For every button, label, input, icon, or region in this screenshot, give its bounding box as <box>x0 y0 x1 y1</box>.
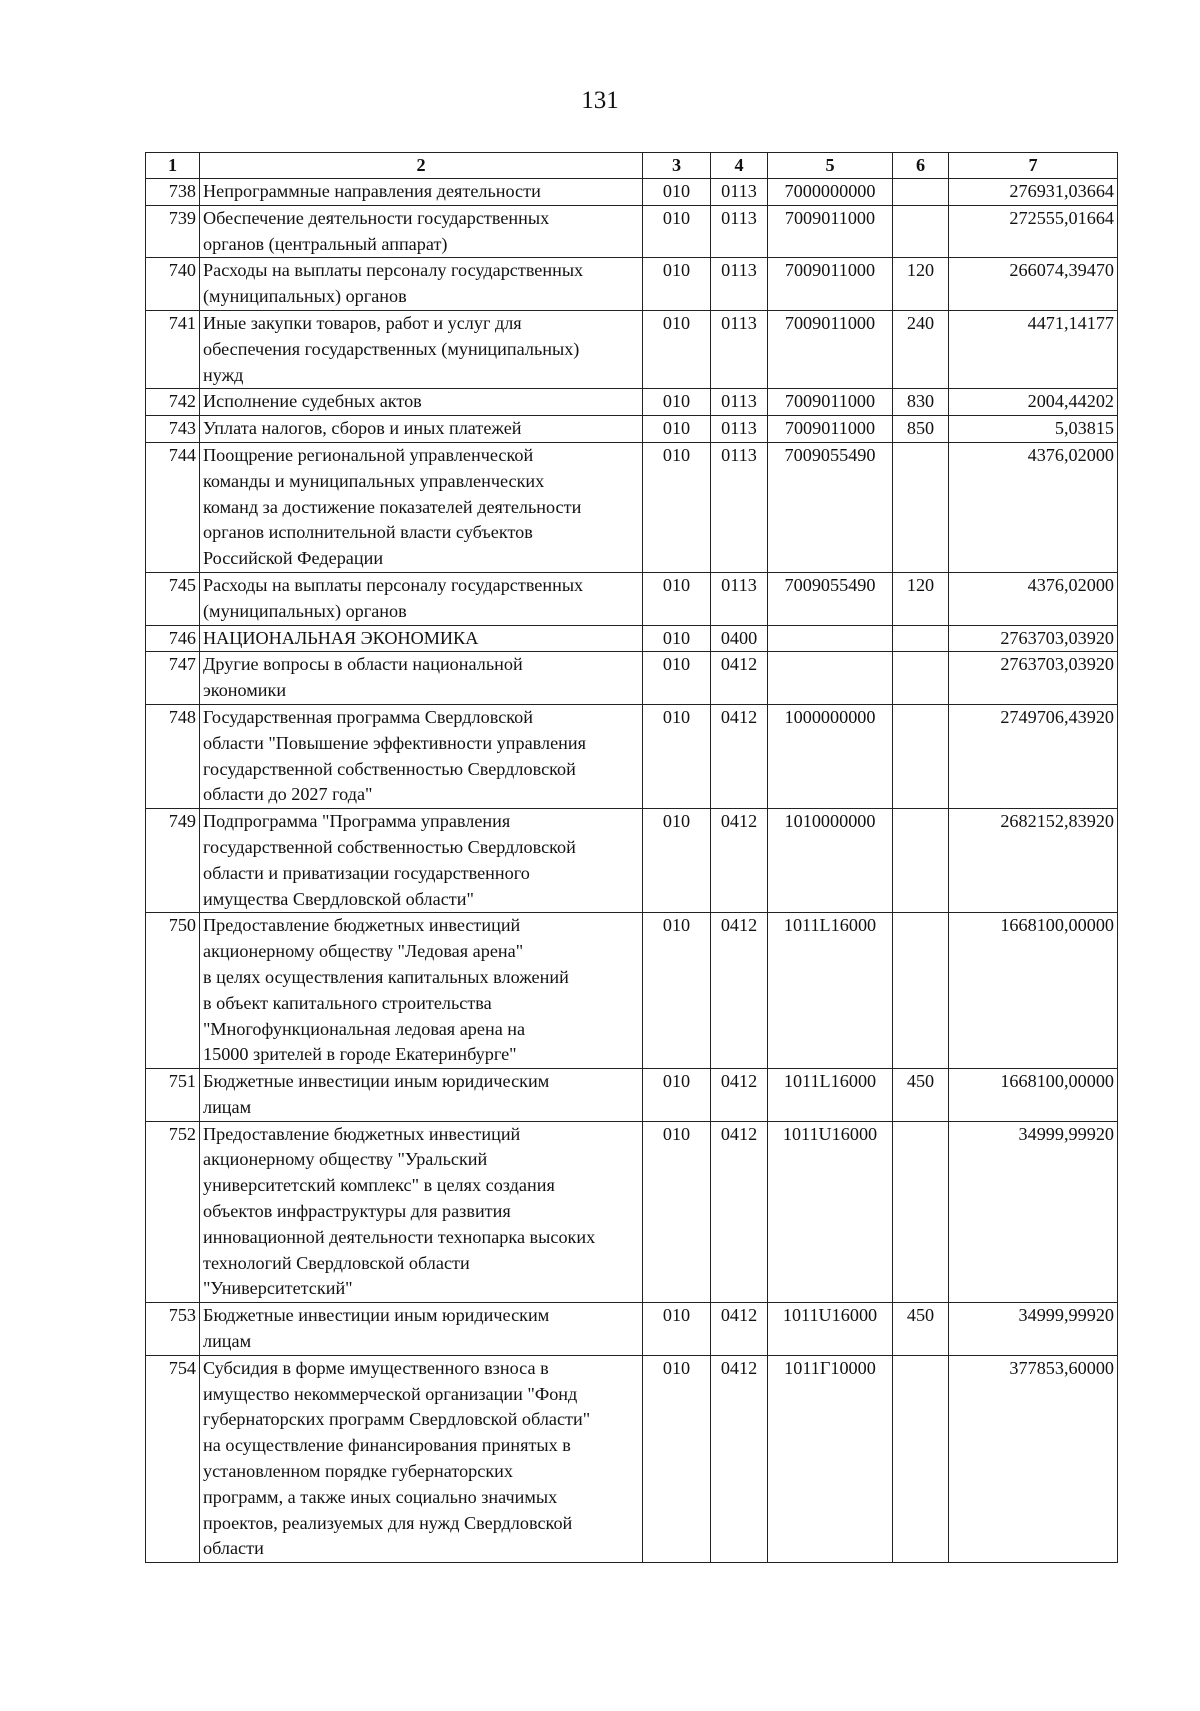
row-target-code: 1011L16000 <box>768 1069 893 1122</box>
row-amount: 34999,99920 <box>949 1303 1118 1356</box>
row-expense-type <box>893 809 949 913</box>
column-header: 4 <box>711 153 768 179</box>
row-section-code: 0113 <box>711 572 768 625</box>
row-target-code: 7009011000 <box>768 310 893 388</box>
row-target-code: 7009011000 <box>768 258 893 311</box>
row-expense-type <box>893 913 949 1069</box>
row-target-code <box>768 625 893 652</box>
row-number: 742 <box>146 389 200 416</box>
row-number: 752 <box>146 1121 200 1303</box>
row-ministry-code: 010 <box>643 809 711 913</box>
row-expense-type: 120 <box>893 258 949 311</box>
row-name: Иные закупки товаров, работ и услуг для обеспечения государственных (муниципальных) нужд <box>200 310 643 388</box>
row-section-code: 0113 <box>711 205 768 258</box>
row-section-code: 0412 <box>711 809 768 913</box>
table-row <box>146 258 1118 311</box>
row-ministry-code: 010 <box>643 205 711 258</box>
row-section-code: 0412 <box>711 1303 768 1356</box>
column-header: 5 <box>768 153 893 179</box>
row-amount: 377853,60000 <box>949 1355 1118 1562</box>
row-name: Бюджетные инвестиции иным юридическим лицам <box>200 1069 643 1122</box>
table-row <box>146 389 1118 416</box>
row-amount: 2004,44202 <box>949 389 1118 416</box>
row-section-code: 0113 <box>711 310 768 388</box>
row-number: 738 <box>146 179 200 206</box>
table-row <box>146 1069 1118 1122</box>
table-row <box>146 205 1118 258</box>
row-target-code: 1000000000 <box>768 704 893 808</box>
row-section-code: 0412 <box>711 704 768 808</box>
row-target-code: 1011L16000 <box>768 913 893 1069</box>
row-ministry-code: 010 <box>643 416 711 443</box>
row-number: 741 <box>146 310 200 388</box>
row-amount: 4471,14177 <box>949 310 1118 388</box>
table-row <box>146 572 1118 625</box>
row-section-code: 0412 <box>711 1355 768 1562</box>
row-expense-type: 450 <box>893 1069 949 1122</box>
row-ministry-code: 010 <box>643 258 711 311</box>
row-ministry-code: 010 <box>643 572 711 625</box>
row-expense-type: 450 <box>893 1303 949 1356</box>
row-name: Расходы на выплаты персоналу государственных (муниципальных) органов <box>200 572 643 625</box>
row-name: Поощрение региональной управленческой команды и муниципальных управленческих команд за достижение показателей деятельности органов исполнительной власти субъектов Российской Федерации <box>200 442 643 572</box>
row-section-code: 0113 <box>711 179 768 206</box>
table-row <box>146 442 1118 572</box>
row-expense-type: 120 <box>893 572 949 625</box>
row-target-code: 1011U16000 <box>768 1303 893 1356</box>
row-amount: 5,03815 <box>949 416 1118 443</box>
table-row <box>146 179 1118 206</box>
row-ministry-code: 010 <box>643 704 711 808</box>
row-number: 743 <box>146 416 200 443</box>
row-number: 751 <box>146 1069 200 1122</box>
row-name: Подпрограмма "Программа управления государственной собственностью Свердловской области и приватизации государственного имущества Свердловской области" <box>200 809 643 913</box>
row-ministry-code: 010 <box>643 389 711 416</box>
row-target-code: 7009011000 <box>768 389 893 416</box>
row-number: 744 <box>146 442 200 572</box>
row-ministry-code: 010 <box>643 1121 711 1303</box>
column-header: 1 <box>146 153 200 179</box>
table-row <box>146 809 1118 913</box>
column-header: 6 <box>893 153 949 179</box>
page-number: 131 <box>581 87 619 114</box>
table-row <box>146 652 1118 705</box>
row-ministry-code: 010 <box>643 913 711 1069</box>
table-row <box>146 704 1118 808</box>
row-amount: 2763703,03920 <box>949 652 1118 705</box>
table-row <box>146 625 1118 652</box>
row-target-code: 1010000000 <box>768 809 893 913</box>
row-ministry-code: 010 <box>643 310 711 388</box>
row-amount: 2763703,03920 <box>949 625 1118 652</box>
row-number: 753 <box>146 1303 200 1356</box>
row-ministry-code: 010 <box>643 179 711 206</box>
row-ministry-code: 010 <box>643 625 711 652</box>
row-number: 749 <box>146 809 200 913</box>
table-row <box>146 1303 1118 1356</box>
row-section-code: 0412 <box>711 1121 768 1303</box>
row-expense-type: 850 <box>893 416 949 443</box>
row-number: 750 <box>146 913 200 1069</box>
row-amount: 1668100,00000 <box>949 913 1118 1069</box>
row-target-code: 7009055490 <box>768 572 893 625</box>
row-expense-type <box>893 442 949 572</box>
budget-table <box>145 152 1118 1563</box>
row-ministry-code: 010 <box>643 1355 711 1562</box>
row-amount: 34999,99920 <box>949 1121 1118 1303</box>
row-expense-type <box>893 704 949 808</box>
table-row <box>146 416 1118 443</box>
row-target-code: 1011U16000 <box>768 1121 893 1303</box>
row-section-code: 0113 <box>711 442 768 572</box>
row-amount: 2749706,43920 <box>949 704 1118 808</box>
row-expense-type: 830 <box>893 389 949 416</box>
column-header: 3 <box>643 153 711 179</box>
row-name: Предоставление бюджетных инвестиций акционерному обществу "Ледовая арена" в целях осуществления капитальных вложений в объект капитального строительства "Многофункциональная ледовая арена на 15000 зрителей в городе Екатеринбурге" <box>200 913 643 1069</box>
column-header: 2 <box>200 153 643 179</box>
row-name: Расходы на выплаты персоналу государственных (муниципальных) органов <box>200 258 643 311</box>
row-number: 745 <box>146 572 200 625</box>
row-amount: 4376,02000 <box>949 442 1118 572</box>
row-expense-type: 240 <box>893 310 949 388</box>
row-ministry-code: 010 <box>643 442 711 572</box>
row-number: 739 <box>146 205 200 258</box>
row-section-code: 0400 <box>711 625 768 652</box>
row-section-code: 0412 <box>711 652 768 705</box>
row-section-code: 0113 <box>711 416 768 443</box>
table-header-row <box>146 153 1118 179</box>
row-target-code <box>768 652 893 705</box>
table-row <box>146 1121 1118 1303</box>
row-name: НАЦИОНАЛЬНАЯ ЭКОНОМИКА <box>200 625 643 652</box>
row-target-code: 1011Г10000 <box>768 1355 893 1562</box>
row-name: Непрограммные направления деятельности <box>200 179 643 206</box>
table-row <box>146 310 1118 388</box>
column-header: 7 <box>949 153 1118 179</box>
row-amount: 272555,01664 <box>949 205 1118 258</box>
row-amount: 266074,39470 <box>949 258 1118 311</box>
row-number: 740 <box>146 258 200 311</box>
row-ministry-code: 010 <box>643 652 711 705</box>
table-row <box>146 1355 1118 1562</box>
row-expense-type <box>893 1355 949 1562</box>
row-target-code: 7000000000 <box>768 179 893 206</box>
row-target-code: 7009011000 <box>768 416 893 443</box>
row-name: Предоставление бюджетных инвестиций акционерному обществу "Уральский университетский комплекс" в целях создания объектов инфраструктуры для развития инновационной деятельности технопарка высоких технологий Свердловской области "Университетский" <box>200 1121 643 1303</box>
row-number: 754 <box>146 1355 200 1562</box>
row-target-code: 7009011000 <box>768 205 893 258</box>
row-amount: 4376,02000 <box>949 572 1118 625</box>
row-section-code: 0113 <box>711 258 768 311</box>
row-number: 748 <box>146 704 200 808</box>
table-row <box>146 913 1118 1069</box>
row-expense-type <box>893 179 949 206</box>
row-name: Исполнение судебных актов <box>200 389 643 416</box>
row-expense-type <box>893 625 949 652</box>
row-name: Обеспечение деятельности государственных органов (центральный аппарат) <box>200 205 643 258</box>
row-target-code: 7009055490 <box>768 442 893 572</box>
row-expense-type <box>893 652 949 705</box>
row-name: Бюджетные инвестиции иным юридическим лицам <box>200 1303 643 1356</box>
row-name: Другие вопросы в области национальной экономики <box>200 652 643 705</box>
row-section-code: 0113 <box>711 389 768 416</box>
row-section-code: 0412 <box>711 913 768 1069</box>
row-amount: 1668100,00000 <box>949 1069 1118 1122</box>
row-name: Государственная программа Свердловской области "Повышение эффективности управления государственной собственностью Свердловской области до 2027 года" <box>200 704 643 808</box>
row-name: Субсидия в форме имущественного взноса в имущество некоммерческой организации "Фонд губернаторских программ Свердловской области" на осуществление финансирования принятых в установленном порядке губернаторских программ, а также иных социально значимых проектов, реализуемых для нужд Свердловской области <box>200 1355 643 1562</box>
row-amount: 276931,03664 <box>949 179 1118 206</box>
row-expense-type <box>893 1121 949 1303</box>
row-ministry-code: 010 <box>643 1069 711 1122</box>
row-number: 747 <box>146 652 200 705</box>
row-expense-type <box>893 205 949 258</box>
row-amount: 2682152,83920 <box>949 809 1118 913</box>
row-number: 746 <box>146 625 200 652</box>
row-name: Уплата налогов, сборов и иных платежей <box>200 416 643 443</box>
row-ministry-code: 010 <box>643 1303 711 1356</box>
row-section-code: 0412 <box>711 1069 768 1122</box>
